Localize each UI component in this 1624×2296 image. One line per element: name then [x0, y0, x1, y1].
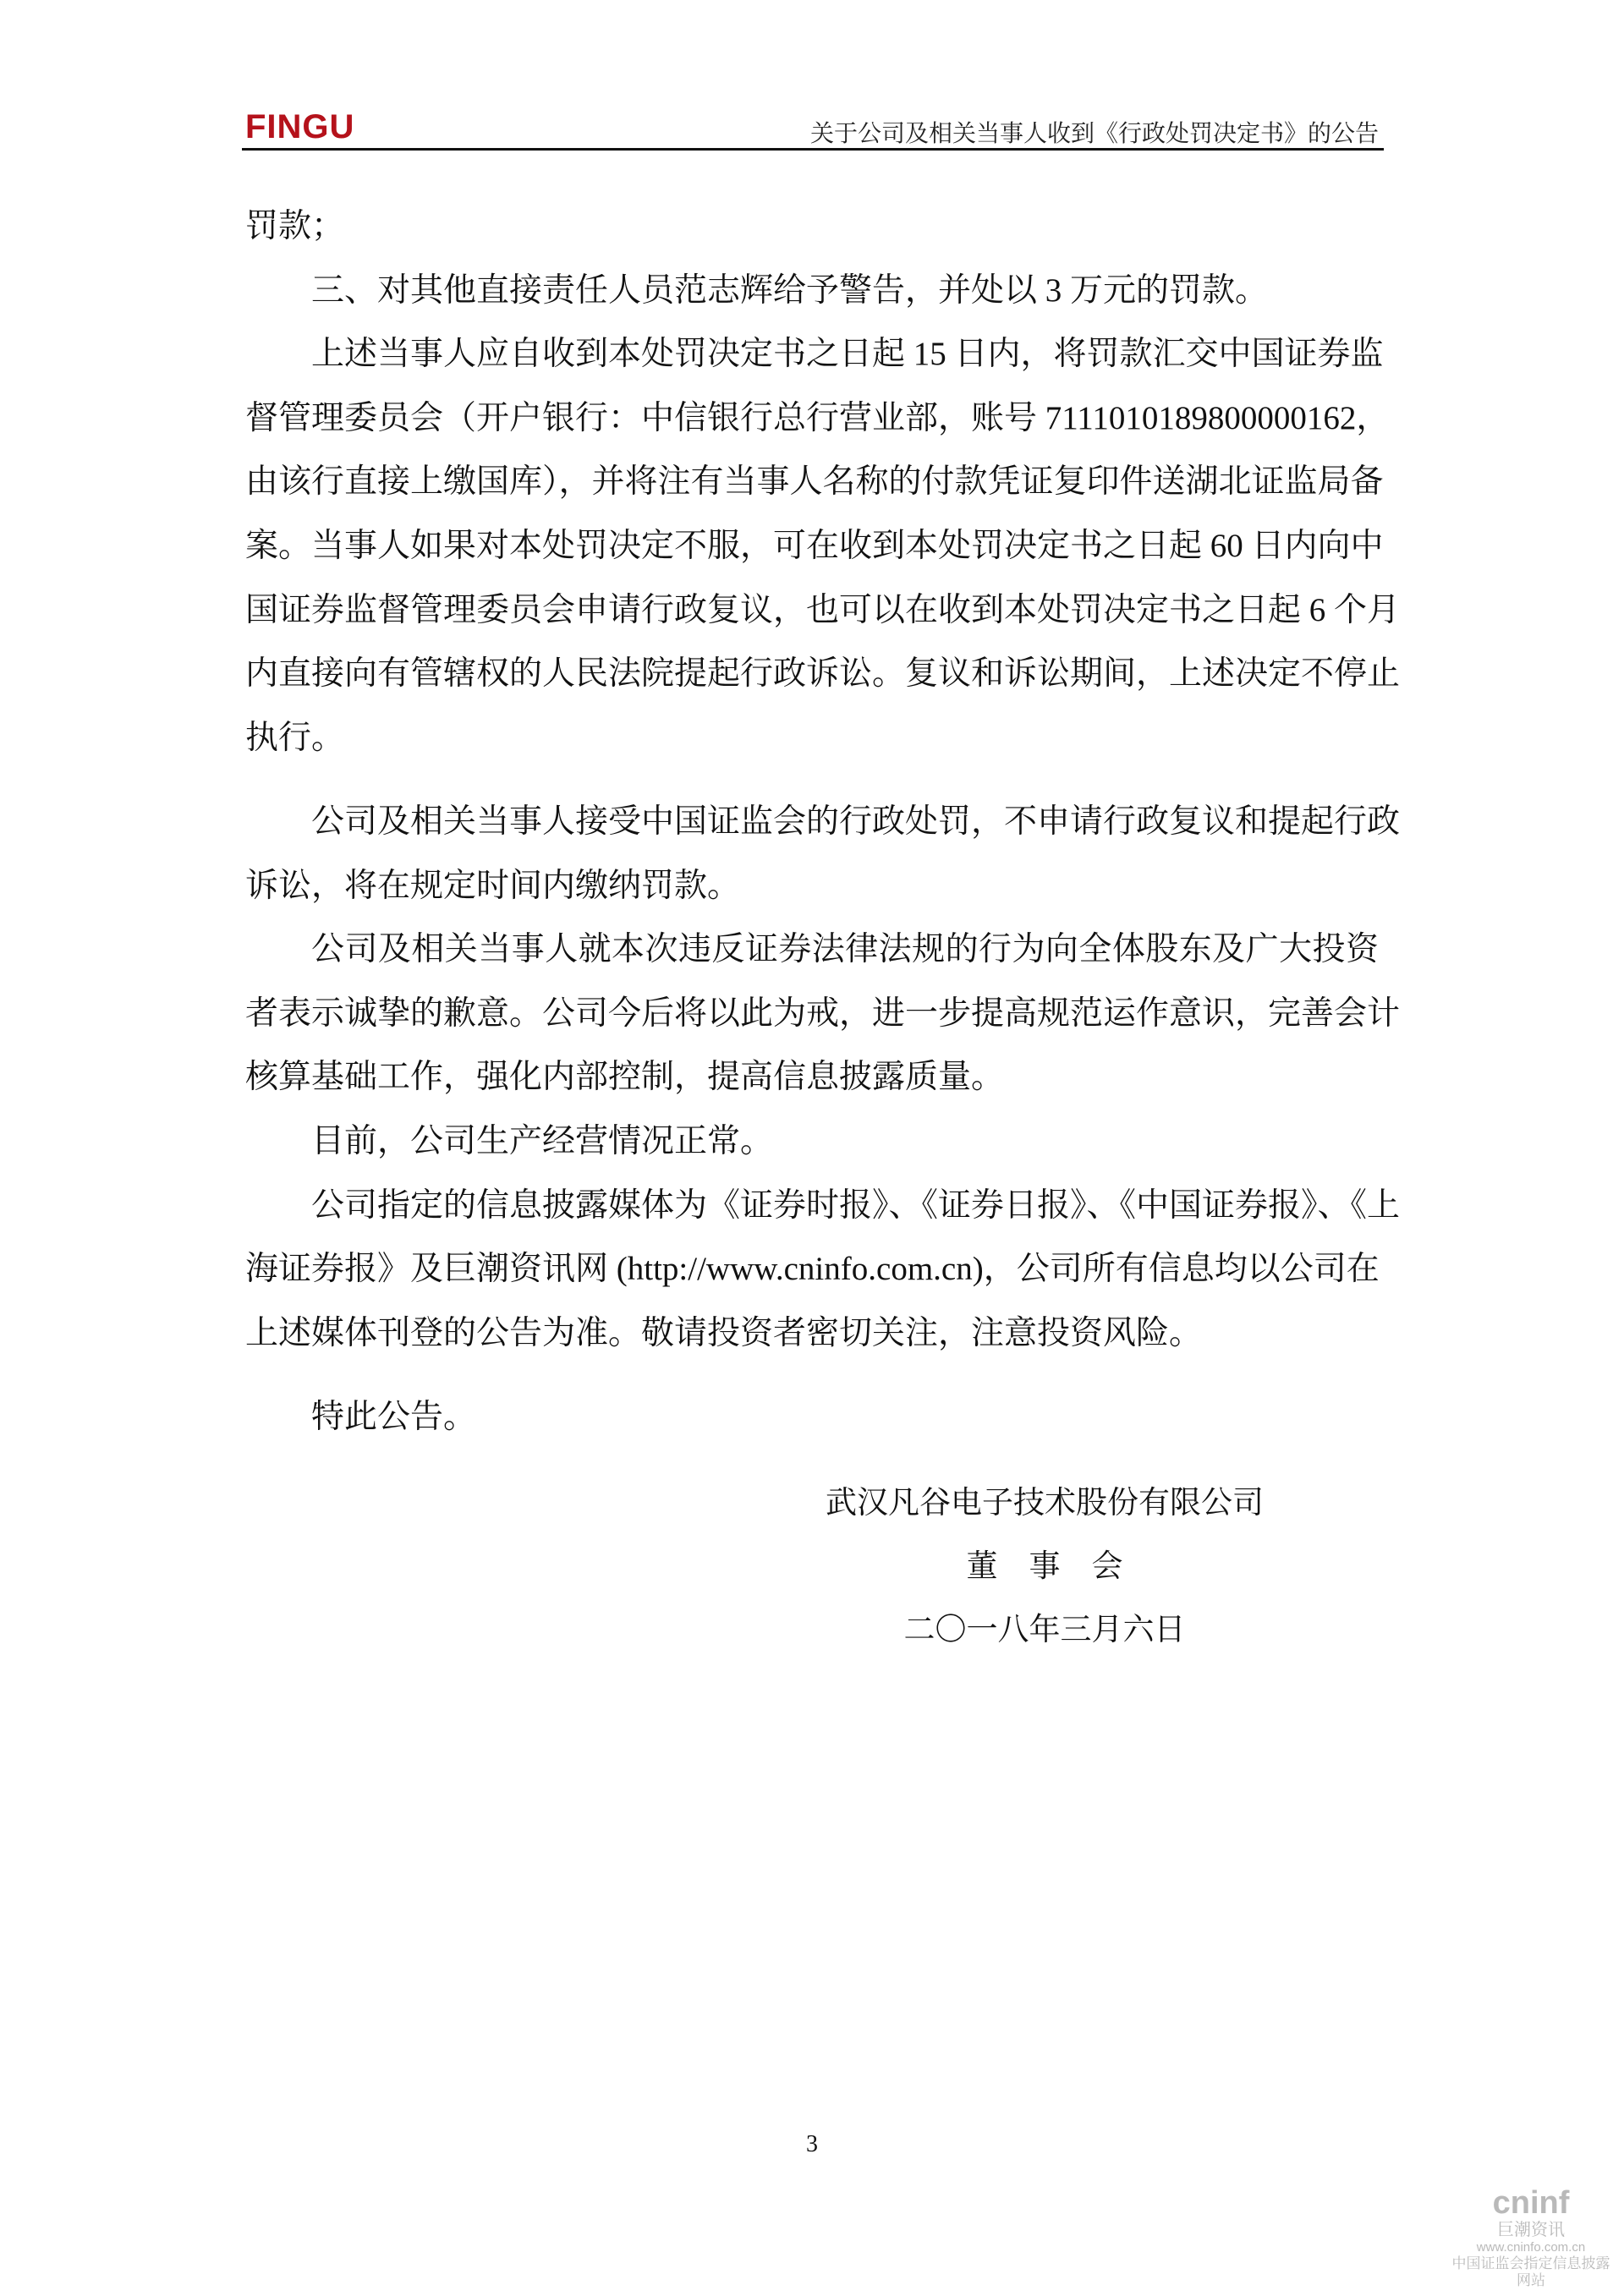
- text-line: 督管理委员会（开户银行：中信银行总行营业部，账号 7111010189800000162，: [245, 399, 1390, 436]
- watermark-tagline: 中国证监会指定信息披露网站: [1451, 2255, 1610, 2288]
- text-line: 公司指定的信息披露媒体为《证券时报》、《证券日报》、《中国证券报》、《上: [311, 1186, 1401, 1224]
- page-number: 3: [806, 2131, 818, 2157]
- cninfo-watermark: [1446, 2186, 1616, 2289]
- text-line: 执行。: [245, 719, 345, 756]
- watermark-brand: cninf: [1492, 2185, 1570, 2221]
- watermark-url: www.cninfo.com.cn: [1476, 2240, 1586, 2255]
- text-line: 内直接向有管辖权的人民法院提起行政诉讼。复议和诉讼期间，上述决定不停止: [245, 655, 1401, 693]
- paragraph-closing: [245, 1385, 1379, 1449]
- header-rule: [242, 148, 1384, 151]
- text-line: 三、对其他直接责任人员范志辉给予警告，并处以 3 万元的罚款。: [311, 271, 1269, 309]
- text-line: 由该行直接上缴国库），并将注有当事人名称的付款凭证复印件送湖北证监局备: [245, 463, 1384, 501]
- header-title: 关于公司及相关当事人收到《行政处罚决定书》的公告: [809, 121, 1379, 147]
- signature-date: 二〇一八年三月六日: [903, 1613, 1186, 1647]
- text-line: 诉讼，将在规定时间内缴纳罚款。: [245, 867, 741, 904]
- text-line: 公司及相关当事人接受中国证监会的行政处罚，不申请行政复议和提起行政: [311, 803, 1401, 840]
- text-line: 国证券监督管理委员会申请行政复议，也可以在收到本处罚决定书之日起 6 个月: [245, 591, 1401, 628]
- text-line: 案。当事人如果对本处罚决定不服，可在收到本处罚决定书之日起 60 日内向中: [245, 527, 1384, 564]
- text-line: 公司及相关当事人就本次违反证券法律法规的行为向全体股东及广大投资: [311, 931, 1379, 968]
- text-line: 者表示诚挚的歉意。公司今后将以此为戒，进一步提高规范运作意识，完善会计: [245, 995, 1401, 1032]
- text-line: 特此公告。: [311, 1399, 477, 1435]
- text-line: 核算基础工作，强化内部控制，提高信息披露质量。: [245, 1059, 1005, 1096]
- text-line: 目前，公司生产经营情况正常。: [311, 1122, 774, 1159]
- text-line: 上述当事人应自收到本处罚决定书之日起 15 日内，将罚款汇交中国证券监: [311, 336, 1384, 373]
- signature-board: 董 事 会: [966, 1549, 1123, 1584]
- paragraph-fine: [245, 195, 1401, 770]
- watermark-name: 巨潮资讯: [1497, 2221, 1565, 2239]
- signature-company: 武汉凡谷电子技术股份有限公司: [826, 1486, 1264, 1521]
- text-line: 海证券报》及巨潮资讯网 (http://www.cninfo.com.cn)，公司所有信息均以公司在: [245, 1251, 1380, 1288]
- company-logo: FINGU: [245, 108, 355, 145]
- text-line: 罚款；: [245, 208, 345, 244]
- paragraph-accept: [245, 790, 1401, 1365]
- text-line: 上述媒体刊登的公告为准。敬请投资者密切关注，注意投资风险。: [245, 1314, 1203, 1351]
